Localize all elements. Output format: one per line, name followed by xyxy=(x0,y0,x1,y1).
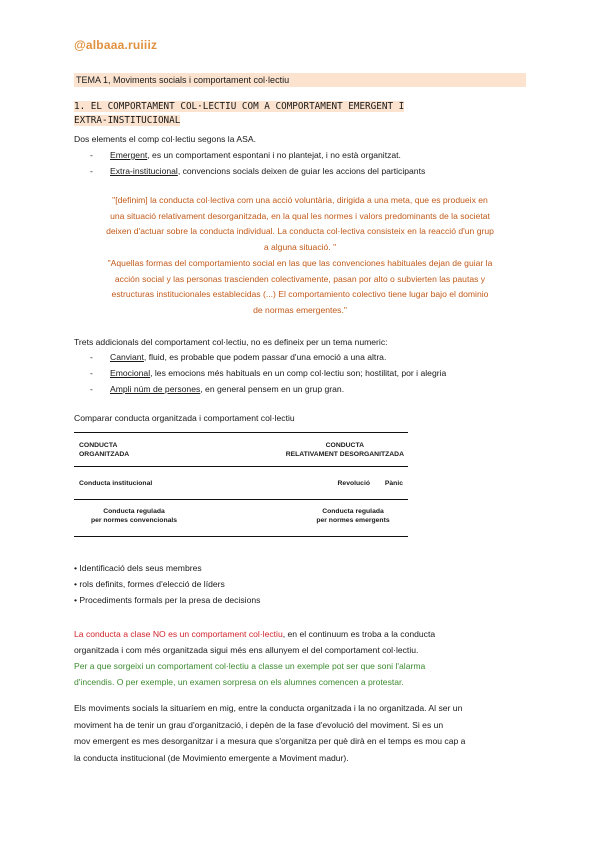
bullet-item: • Procediments formals per la presa de decisions xyxy=(74,595,261,605)
section-heading-line-1: 1. EL COMPORTAMENT COL·LECTIU COM A COMPORTAMENT EMERGENT I xyxy=(74,101,405,112)
quote-line: acción social y las personas trascienden colectivamente, pasan por alto o subvierten las pautas y xyxy=(114,273,486,284)
table-rule xyxy=(74,432,408,433)
list-item-term: Canviant xyxy=(110,352,144,362)
list-item-term: Emocional xyxy=(110,368,151,378)
section-heading xyxy=(74,100,526,128)
class-example xyxy=(74,626,526,690)
table-row1-left: Conducta institucional xyxy=(79,480,153,487)
list-item: - Canviant, fluid, es probable que podem passar d'una emoció a una altra. xyxy=(90,352,387,362)
class-example-line-1 xyxy=(74,626,526,642)
bullet-text: Identificació dels seus membres xyxy=(79,563,202,573)
class-example-red: La conducta a clase NO es un comportament col·lectiu xyxy=(74,629,283,639)
list-item: - Emergent, es un comportament espontani i no plantejat, i no està organitzat. xyxy=(90,150,401,160)
quote-line: "[definim] la conducta col·lectiva com una acció voluntària, dirigida a una meta, que es produeix en xyxy=(112,195,488,205)
paragraph-line: moviment ha de tenir un grau d'organització, i depèn de la fase d'evolució del moviment. Si es un xyxy=(74,719,444,730)
table-header-right-line-2: RELATIVAMENT DESORGANITZADA xyxy=(285,450,404,458)
table-row2-right-line-2: per normes emergents xyxy=(316,516,390,524)
table-row2-right-line-1: Conducta regulada xyxy=(322,508,384,515)
list-item: - Extra-institucional, convencions socials deixen de guiar les accions del participants xyxy=(90,166,426,176)
table-rule xyxy=(74,536,408,537)
author-handle: @albaaa.ruiiiz xyxy=(74,38,158,52)
list-item-term: Ampli núm de persones xyxy=(110,384,201,394)
table-rule xyxy=(74,466,408,467)
quote-line: de normas emergentes." xyxy=(253,304,347,315)
bullet-item: • rols definits, formes d'elecció de líders xyxy=(74,579,225,589)
list-item-term: Emergent xyxy=(110,150,148,160)
final-paragraph xyxy=(74,700,526,766)
table-row2-left-line-2: per normes convencionals xyxy=(90,516,178,524)
section-heading-line-2: EXTRA-INSTITUCIONAL xyxy=(74,115,181,126)
bullet-item: • Identificació dels seus membres xyxy=(74,563,202,573)
table-header-left xyxy=(79,442,129,459)
class-example-green-1: Per a que sorgeixi un comportament col·lectiu a classe un exemple pot ser que soni l'alarma xyxy=(74,661,426,671)
topic-title: TEMA 1, Moviments socials i comportament col·lectiu xyxy=(74,73,526,87)
table-row2-right xyxy=(303,508,403,525)
class-example-black-2: organitzada i com més organitzada sigui més ens allunyem el del comportament col·lectiu. xyxy=(74,645,419,655)
list-item: - Ampli núm de persones, en general pensem en un grup gran. xyxy=(90,384,345,394)
quote-line: a alguna situació. " xyxy=(263,241,337,252)
quote-line: "Aquellas formas del comportamiento social en las que las convenciones habituales dejan de guiar la xyxy=(107,258,493,268)
list-item: - Emocional, les emocions més habituals en un comp col·lectiu son; hostilitat, por i alegria xyxy=(90,368,447,378)
quote-line: estructuras institucionales establecidas (...) El comportamiento colectivo tiene lugar bajo el dominio xyxy=(111,289,489,299)
paragraph-line: Els moviments socials la situaríem en mig, entre la conducta organitzada i la no organitzada. Al ser un xyxy=(74,703,463,713)
bullet-text: Procediments formals per la presa de decisions xyxy=(79,595,261,605)
list-item-term: Extra-institucional xyxy=(110,166,178,176)
compare-title: Comparar conducta organitzada i comportament col·lectiu xyxy=(74,413,295,423)
list-item-text: , convencions socials deixen de guiar les accions del participants xyxy=(177,166,426,176)
list-item-text: , en general pensem en un grup gran. xyxy=(200,384,345,394)
table-header-right-line-1: CONDUCTA xyxy=(325,442,365,449)
table-header-left-line-2: ORGANITZADA xyxy=(79,450,130,458)
table-header-left-line-1: CONDUCTA xyxy=(79,442,118,449)
traits-intro: Trets addicionals del comportament col·lectiu, no es defineix per un tema numeric: xyxy=(74,337,388,347)
table-header-right xyxy=(286,442,404,459)
list-item-text: , es un comportament espontani i no plantejat, i no està organitzat. xyxy=(147,150,401,160)
table-row2-left xyxy=(79,508,189,525)
paragraph-line: la conducta institucional (de Movimiento emergente a Moviment madur). xyxy=(74,752,349,763)
bullet-text: rols definits, formes d'elecció de líders xyxy=(79,579,225,589)
table-row2-left-line-1: Conducta regulada xyxy=(103,508,165,515)
table-row1-panic: Pànic xyxy=(384,480,403,487)
list-item-text: , les emocions més habituals en un comp col·lectiu son; hostilitat, por i alegria xyxy=(150,368,447,378)
quote-line: una situació relativament desorganitzada, en la qual les normes i valors predominants de la societat xyxy=(110,210,490,221)
quote-definition-spanish xyxy=(74,256,526,318)
comparison-table xyxy=(74,432,408,540)
asa-intro: Dos elements el comp col·lectiu segons la ASA. xyxy=(74,134,256,144)
quote-line: deixen d'actuar sobre la conducta individual. La conducta col·lectiva consisteix en la reacció d'un grup xyxy=(106,226,494,236)
class-example-black-1: , en el continuum es troba a la conducta xyxy=(282,629,436,639)
table-row1-revolution: Revolució xyxy=(337,480,370,487)
table-rule xyxy=(74,499,408,500)
list-item-text: , fluid, es probable que podem passar d'una emoció a una altra. xyxy=(143,352,387,362)
class-example-green-2: d'incendis. O per exemple, un examen sorpresa on els alumnes comencen a protestar. xyxy=(74,677,404,687)
quote-definition-catalan xyxy=(74,193,526,255)
paragraph-line: mov emergent es mes desorganitzar i a mesura que s'organitza per què dirà en el temps es mou cap a xyxy=(74,736,466,746)
